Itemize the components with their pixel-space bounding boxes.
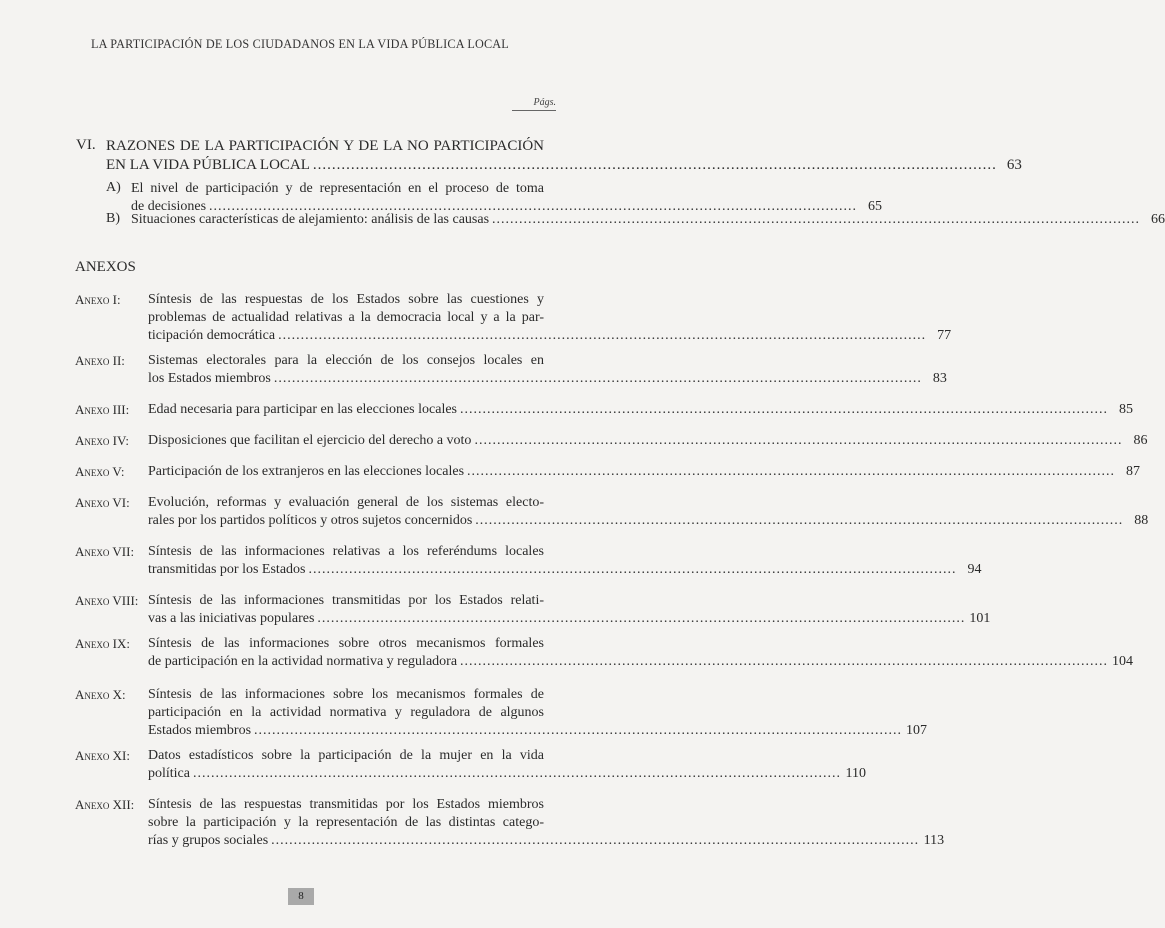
- annex-text: de participación en la actividad normativa y reguladora: [148, 654, 458, 669]
- leader-dots: ................................................................................................................................................: [209, 199, 858, 214]
- annex-page: 110: [845, 766, 866, 781]
- annex-text: rías y grupos sociales: [148, 833, 269, 848]
- leader-dots: ................................................................................................................................................: [460, 402, 1108, 417]
- chapter-title-text: EN LA VIDA PÚBLICA LOCAL: [106, 157, 310, 173]
- running-header: LA PARTICIPACIÓN DE LOS CIUDADANOS EN LA VIDA PÚBLICA LOCAL: [91, 37, 509, 51]
- annex-page: 101: [969, 611, 991, 626]
- annex-entry[interactable]: [148, 796, 945, 850]
- annex-text-line: sobre la participación y la representación de las distintas catego-: [148, 815, 544, 830]
- annex-last-line: [148, 512, 1149, 530]
- annex-last-line: [148, 561, 982, 579]
- annex-text: política: [148, 766, 190, 781]
- annex-page: 86: [1133, 433, 1148, 448]
- annex-page: 113: [923, 833, 945, 848]
- annex-text: Participación de los extranjeros en las elecciones locales: [148, 464, 465, 479]
- annex-page: 83: [932, 371, 947, 386]
- leader-dots: ................................................................................................................................................: [193, 766, 841, 781]
- annex-label: Anexo I:: [75, 292, 121, 307]
- annex-text-line: participación en la actividad normativa y reguladora de algunos: [148, 705, 544, 720]
- annex-entry[interactable]: [148, 543, 982, 579]
- subsection-a-line-1: El nivel de participación y de representación en el proceso de toma: [131, 181, 544, 196]
- subsection-b[interactable]: [131, 211, 1165, 229]
- annex-last-line: [148, 832, 945, 850]
- annex-text-line: Síntesis de las informaciones relativas a los referéndums locales: [148, 544, 544, 559]
- annex-entry[interactable]: [148, 291, 952, 345]
- annex-entry[interactable]: [148, 592, 991, 628]
- leader-dots: ................................................................................................................................................: [278, 328, 927, 343]
- annex-last-line: [148, 370, 947, 388]
- annex-entry[interactable]: [148, 352, 947, 388]
- annex-label: Anexo V:: [75, 464, 125, 479]
- annex-last-line: [148, 327, 952, 345]
- subsection-label-b: B): [106, 211, 120, 226]
- chapter-page: 63: [1006, 157, 1022, 173]
- annex-entry[interactable]: [148, 494, 1149, 530]
- annex-page: 94: [967, 562, 982, 577]
- annex-label: Anexo II:: [75, 353, 125, 368]
- annex-label: Anexo X:: [75, 687, 126, 702]
- annex-label: Anexo IX:: [75, 636, 130, 651]
- leader-dots: ................................................................................................................................................: [492, 212, 1141, 227]
- annex-text-line: Sistemas electorales para la elección de los consejos locales en: [148, 353, 544, 368]
- page-number: 8: [288, 888, 314, 905]
- annex-entry[interactable]: [148, 401, 1133, 419]
- annex-page: 77: [937, 328, 952, 343]
- annex-text-line: Síntesis de las respuestas de los Estados sobre las cuestiones y: [148, 292, 544, 307]
- pages-column-label: Págs.: [512, 97, 556, 111]
- leader-dots: ................................................................................................................................................: [467, 464, 1116, 479]
- leader-dots: ................................................................................................................................................: [460, 654, 1109, 669]
- annex-label: Anexo XI:: [75, 748, 130, 763]
- anexos-heading: ANEXOS: [75, 259, 136, 275]
- subsection-b-line-1: [131, 211, 1165, 229]
- chapter-title-line-2: [106, 156, 1022, 175]
- annex-page: 88: [1134, 513, 1149, 528]
- subsection-a-text: de decisiones: [131, 199, 207, 214]
- annex-label: Anexo VI:: [75, 495, 130, 510]
- annex-entry[interactable]: [148, 463, 1141, 481]
- leader-dots: ................................................................................................................................................: [475, 513, 1124, 528]
- subsection-b-text: Situaciones características de alejamiento: análisis de las causas: [131, 212, 490, 227]
- annex-page: 107: [906, 723, 928, 738]
- annex-last-line: [148, 765, 866, 783]
- annex-text-line: Evolución, reformas y evaluación general de los sistemas electo-: [148, 495, 544, 510]
- leader-dots: ................................................................................................................................................: [317, 611, 966, 626]
- leader-dots: ................................................................................................................................................: [312, 157, 997, 173]
- annex-label: Anexo III:: [75, 402, 130, 417]
- annex-text: Disposiciones que facilitan el ejercicio del derecho a voto: [148, 433, 472, 448]
- chapter-number: VI.: [76, 137, 96, 153]
- annex-entry[interactable]: [148, 686, 928, 740]
- leader-dots: ................................................................................................................................................: [273, 371, 922, 386]
- annex-text: transmitidas por los Estados: [148, 562, 306, 577]
- leader-dots: ................................................................................................................................................: [474, 433, 1123, 448]
- leader-dots: ................................................................................................................................................: [308, 562, 957, 577]
- subsection-a-page: 65: [868, 199, 883, 214]
- chapter-title[interactable]: [106, 137, 1022, 175]
- leader-dots: ................................................................................................................................................: [271, 833, 920, 848]
- annex-page: 85: [1119, 402, 1133, 417]
- annex-entry[interactable]: [148, 432, 1148, 450]
- annex-last-line: [148, 463, 1141, 481]
- annex-text: rales por los partidos políticos y otros sujetos concernidos: [148, 513, 473, 528]
- annex-last-line: [148, 653, 1134, 671]
- annex-entry[interactable]: [148, 635, 1134, 671]
- chapter-title-line-1: RAZONES DE LA PARTICIPACIÓN Y DE LA NO PARTICIPACIÓN: [106, 138, 544, 154]
- annex-text: Estados miembros: [148, 723, 252, 738]
- annex-label: Anexo VII:: [75, 544, 135, 559]
- annex-entry[interactable]: [148, 747, 866, 783]
- annex-text-line: problemas de actualidad relativas a la democracia local y a la par-: [148, 310, 544, 325]
- annex-last-line: [148, 401, 1133, 419]
- annex-text: vas a las iniciativas populares: [148, 611, 315, 626]
- annex-text-line: Datos estadísticos sobre la participación de la mujer en la vida: [148, 748, 544, 763]
- annex-label: Anexo XII:: [75, 797, 135, 812]
- annex-last-line: [148, 432, 1148, 450]
- annex-text-line: Síntesis de las informaciones sobre otros mecanismos formales: [148, 636, 544, 651]
- annex-text-line: Síntesis de las informaciones sobre los mecanismos formales de: [148, 687, 544, 702]
- annex-last-line: [148, 610, 991, 628]
- annex-label: Anexo VIII:: [75, 593, 139, 608]
- annex-text-line: Síntesis de las informaciones transmitidas por los Estados relati-: [148, 593, 544, 608]
- annex-page: 87: [1126, 464, 1141, 479]
- annex-page: 104: [1112, 654, 1134, 669]
- annex-last-line: [148, 722, 928, 740]
- annex-text: Edad necesaria para participar en las elecciones locales: [148, 402, 457, 417]
- subsection-b-page: 66: [1151, 212, 1165, 227]
- annex-text: los Estados miembros: [148, 371, 271, 386]
- annex-label: Anexo IV:: [75, 433, 129, 448]
- subsection-label-a: A): [106, 180, 121, 195]
- leader-dots: ................................................................................................................................................: [254, 723, 903, 738]
- annex-text: ticipación democrática: [148, 328, 276, 343]
- annex-text-line: Síntesis de las respuestas transmitidas por los Estados miembros: [148, 797, 544, 812]
